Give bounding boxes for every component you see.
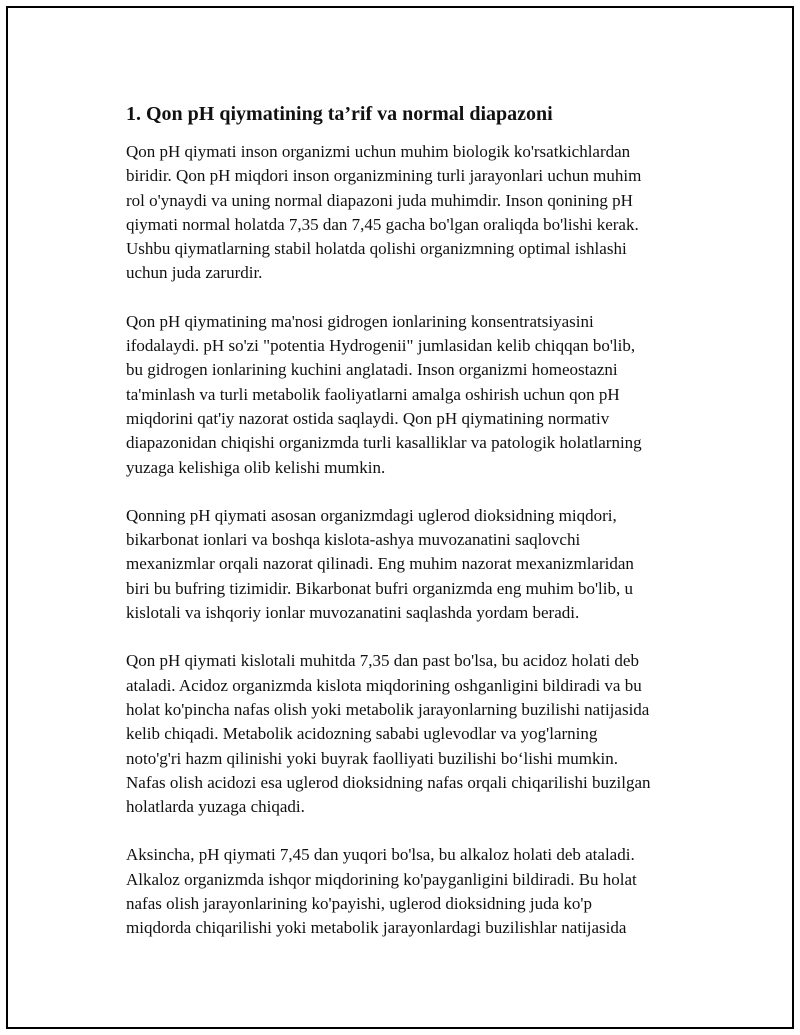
text-line: Aksincha, pH qiymati 7,45 dan yuqori bo'lsa, bu alkaloz holati deb ataladi. [126, 845, 635, 865]
text-line: kelib chiqadi. Metabolik acidozning sababi uglevodlar va yog'larning [126, 724, 598, 744]
text-line: Qon pH qiymati kislotali muhitda 7,35 dan past bo'lsa, bu acidoz holati deb [126, 651, 639, 671]
text-line: mexanizmlar orqali nazorat qilinadi. Eng muhim nazorat mexanizmlaridan [126, 554, 634, 574]
text-line: biri bu bufring tizimidir. Bikarbonat bufri organizmda eng muhim bo'lib, u [126, 578, 634, 598]
paragraph-1 [126, 140, 706, 286]
text-line: Alkaloz organizmda ishqor miqdorining ko'payganligini bildiradi. Bu holat [126, 869, 637, 889]
page-border [6, 6, 794, 1029]
text-line: biridir. Qon pH miqdori inson organizmining turli jarayonlari uchun muhim [126, 166, 642, 186]
text-line: ifodalaydi. pH so'zi "potentia Hydrogenii" jumlasidan kelib chiqqan bo'lib, [126, 336, 636, 356]
text-line: nafas olish jarayonlarining ko'payishi, uglerod dioksidning juda ko'p [126, 894, 592, 914]
text-line: uchun juda zarurdir. [126, 263, 263, 283]
paragraph-2 [126, 310, 706, 480]
text-line: miqdorini qat'iy nazorat ostida saqlaydi. Qon pH qiymatining normativ [126, 408, 610, 428]
text-line: ta'minlash va turli metabolik faoliyatlarni amalga oshirish uchun qon pH [126, 384, 620, 404]
text-line: Qon pH qiymati inson organizmi uchun muhim biologik ko'rsatkichlardan [126, 142, 631, 161]
text-line: kislotali va ishqoriy ionlar muvozanatini saqlashda yordam beradi. [126, 603, 580, 623]
text-line: noto'g'ri hazm qilinishi yoki buyrak faolliyati buzilishi bo‘lishi mumkin. [126, 748, 618, 768]
text-line: bu gidrogen ionlarining kuchini anglatadi. Inson organizmi homeostazni [126, 360, 618, 380]
text-line: holat ko'pincha nafas olish yoki metabolik jarayonlarning buzilishi natijasida [126, 699, 650, 719]
text-line: Nafas olish acidozi esa uglerod dioksidning nafas orqali chiqarilishi buzilgan [126, 772, 651, 792]
paragraph-4 [126, 649, 706, 819]
text-line: yuzaga kelishiga olib kelishi mumkin. [126, 457, 386, 477]
text-line: qiymati normal holatda 7,35 dan 7,45 gacha bo'lgan oraliqda bo'lishi kerak. [126, 214, 639, 234]
text-line: holatlarda yuzaga chiqadi. [126, 797, 305, 817]
document-body [126, 101, 706, 965]
text-line: diapazonidan chiqishi organizmda turli kasalliklar va patologik holatlarning [126, 433, 642, 453]
text-line: miqdorda chiqarilishi yoki metabolik jarayonlardagi buzilishlar natijasida [126, 918, 627, 938]
text-line: bikarbonat ionlari va boshqa kislota-ashya muvozanatini saqlovchi [126, 530, 581, 550]
text-line: Ushbu qiymatlarning stabil holatda qolishi organizmning optimal ishlashi [126, 239, 627, 259]
text-line: ataladi. Acidoz organizmda kislota miqdorining oshganligini bildiradi va bu [126, 675, 642, 695]
paragraph-3 [126, 504, 706, 625]
section-heading: 1. Qon pH qiymatining ta’rif va normal diapazoni [126, 103, 553, 125]
paragraph-5 [126, 843, 706, 940]
text-line: Qon pH qiymatining ma'nosi gidrogen ionlarining konsentratsiyasini [126, 311, 594, 331]
text-line: Qonning pH qiymati asosan organizmdagi uglerod dioksidning miqdori, [126, 505, 617, 525]
text-line: rol o'ynaydi va uning normal diapazoni juda muhimdir. Inson qonining pH [126, 190, 633, 210]
